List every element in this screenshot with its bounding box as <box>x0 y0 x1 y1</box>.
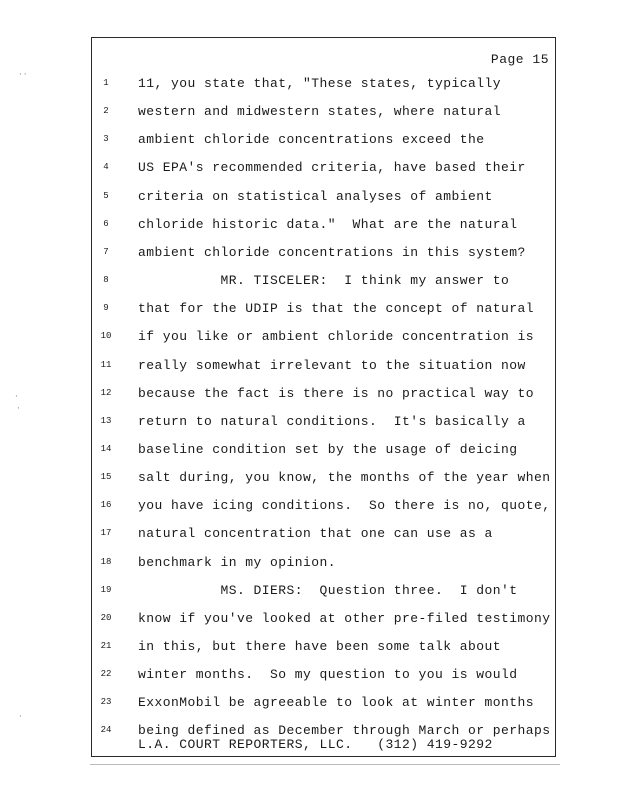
transcript-line <box>0 611 619 631</box>
line-text: western and midwestern states, where natural <box>138 104 502 120</box>
line-text: 11, you state that, "These states, typically <box>138 76 502 91</box>
transcript-line <box>0 555 619 575</box>
page-number: Page 15 <box>490 52 549 67</box>
line-text: that for the UDIP is that the concept of natural <box>138 301 535 317</box>
transcript-line <box>0 217 619 237</box>
line-number: 4 <box>103 162 109 173</box>
line-text: natural concentration that one can use as a <box>138 526 493 542</box>
line-number: 10 <box>100 331 112 342</box>
transcript-line <box>0 583 619 603</box>
transcript-line <box>0 76 619 96</box>
transcript-line <box>0 358 619 378</box>
line-text: because the fact is there is no practical way to <box>138 385 535 401</box>
line-text: ambient chloride concentrations in this system? <box>138 244 526 260</box>
transcript-line <box>0 301 619 321</box>
line-number: 13 <box>100 415 112 426</box>
line-text: MR. TISCELER: I think my answer to <box>138 273 510 288</box>
line-number: 21 <box>100 641 112 651</box>
line-number: 23 <box>100 697 112 708</box>
transcript-line <box>0 526 619 546</box>
transcript-line <box>0 695 619 715</box>
line-number: 5 <box>103 190 109 201</box>
line-number: 3 <box>103 134 109 145</box>
court-reporter-footer: L.A. COURT REPORTERS, LLC. (312) 419-9292 <box>138 737 493 752</box>
line-number: 20 <box>100 612 112 623</box>
line-text: in this, but there have been some talk about <box>138 639 502 654</box>
scan-speck: · <box>14 392 19 401</box>
transcript-line <box>0 104 619 124</box>
line-text: if you like or ambient chloride concentration is <box>138 329 535 345</box>
transcript-line <box>0 442 619 462</box>
transcript-line <box>0 160 619 180</box>
scan-speck: ·· <box>18 70 28 79</box>
line-text: chloride historic data." What are the natural <box>138 216 518 232</box>
transcript-line <box>0 189 619 209</box>
line-text: baseline condition set by the usage of deicing <box>138 441 518 457</box>
scan-edge-line <box>90 764 560 765</box>
line-text: ExxonMobil be agreeable to look at winter months <box>138 695 535 711</box>
transcript-line <box>0 132 619 152</box>
line-text: ambient chloride concentrations exceed the <box>138 132 485 148</box>
transcript-line <box>0 245 619 265</box>
line-number: 19 <box>100 584 112 595</box>
line-text: criteria on statistical analyses of ambient <box>138 188 493 204</box>
line-number: 24 <box>100 725 112 736</box>
line-text: benchmark in my opinion. <box>138 554 337 570</box>
line-text: really somewhat irrelevant to the situation now <box>138 357 526 373</box>
line-number: 9 <box>103 303 109 314</box>
line-text: know if you've looked at other pre-filed testimony <box>138 610 551 626</box>
transcript-line <box>0 498 619 518</box>
transcript-line <box>0 639 619 659</box>
line-number: 6 <box>103 218 109 229</box>
line-number: 7 <box>103 246 109 257</box>
line-number: 11 <box>100 359 112 370</box>
line-text: winter months. So my question to you is would <box>138 667 518 683</box>
transcript-line <box>0 386 619 406</box>
line-number: 1 <box>103 78 109 88</box>
line-text: US EPA's recommended criteria, have based their <box>138 160 526 176</box>
line-number: 8 <box>103 275 109 285</box>
line-number: 2 <box>103 106 109 117</box>
line-text: being defined as December through March or perhaps <box>138 723 551 739</box>
scan-speck: · <box>16 404 21 413</box>
transcript-line <box>0 329 619 349</box>
line-text: MS. DIERS: Question three. I don't <box>138 582 518 598</box>
scan-speck: · <box>18 712 23 721</box>
transcript-line <box>0 470 619 490</box>
line-number: 16 <box>100 500 112 511</box>
line-text: you have icing conditions. So there is no, quote, <box>138 498 551 514</box>
line-number: 17 <box>100 528 112 539</box>
line-number: 22 <box>100 669 112 680</box>
line-number: 14 <box>100 443 112 454</box>
transcript-line <box>0 273 619 293</box>
transcript-line <box>0 667 619 687</box>
line-text: salt during, you know, the months of the year when <box>138 470 551 486</box>
line-number: 15 <box>100 472 112 483</box>
line-number: 18 <box>100 556 112 567</box>
transcript-line <box>0 414 619 434</box>
line-text: return to natural conditions. It's basically a <box>138 413 526 429</box>
line-number: 12 <box>100 387 112 398</box>
